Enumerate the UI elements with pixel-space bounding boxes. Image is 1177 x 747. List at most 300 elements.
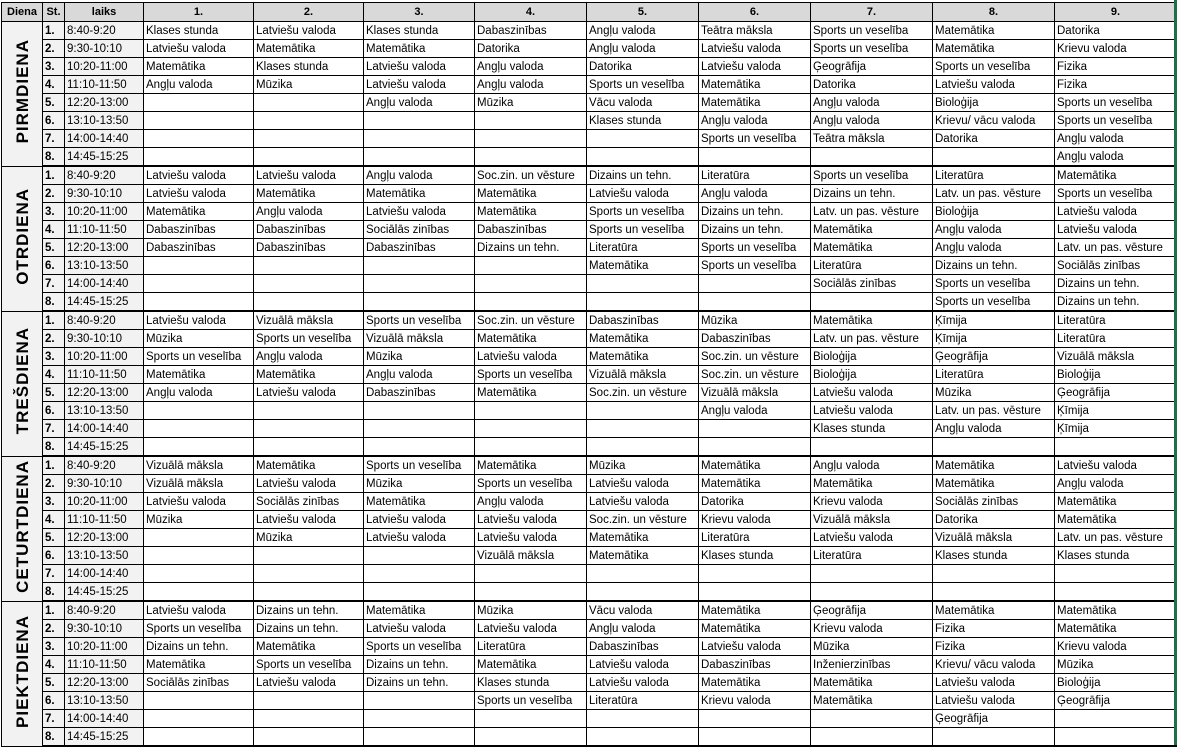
lesson-time-cell[interactable]: 14:00-14:40 xyxy=(65,130,144,148)
subject-cell-grade-5[interactable]: Sports un veselība xyxy=(587,203,699,221)
lesson-number-cell[interactable]: 2. xyxy=(43,185,65,203)
subject-cell-grade-1[interactable] xyxy=(144,275,254,293)
subject-cell-grade-1[interactable] xyxy=(144,547,254,565)
subject-cell-grade-8[interactable] xyxy=(933,438,1055,457)
subject-cell-grade-5[interactable]: Sports un veselība xyxy=(587,76,699,94)
lesson-time-cell[interactable]: 10:20-11:00 xyxy=(65,493,144,511)
subject-cell-grade-9[interactable]: Sports un veselība xyxy=(1055,112,1177,130)
subject-cell-grade-9[interactable] xyxy=(1055,565,1177,583)
lesson-time-cell[interactable]: 13:10-13:50 xyxy=(65,547,144,565)
subject-cell-grade-4[interactable]: Vizuālā māksla xyxy=(475,547,587,565)
subject-cell-grade-9[interactable]: Matemātika xyxy=(1055,601,1177,620)
lesson-time-cell[interactable]: 12:20-13:00 xyxy=(65,529,144,547)
subject-cell-grade-1[interactable] xyxy=(144,529,254,547)
subject-cell-grade-5[interactable]: Latviešu valoda xyxy=(587,656,699,674)
lesson-time-cell[interactable]: 11:10-11:50 xyxy=(65,221,144,239)
subject-cell-grade-7[interactable]: Latv. un pas. vēsture xyxy=(811,203,933,221)
subject-cell-grade-3[interactable]: Sports un veselība xyxy=(364,311,475,330)
subject-cell-grade-7[interactable] xyxy=(811,728,933,747)
subject-cell-grade-2[interactable]: Sports un veselība xyxy=(254,330,364,348)
subject-cell-grade-6[interactable]: Latviešu valoda xyxy=(699,638,811,656)
subject-cell-grade-4[interactable]: Mūzika xyxy=(475,601,587,620)
lesson-time-cell[interactable]: 14:00-14:40 xyxy=(65,565,144,583)
lesson-number-cell[interactable]: 8. xyxy=(43,293,65,312)
subject-cell-grade-6[interactable]: Soc.zin. un vēsture xyxy=(699,366,811,384)
subject-cell-grade-9[interactable]: Ķīmija xyxy=(1055,420,1177,438)
subject-cell-grade-8[interactable]: Matemātika xyxy=(933,601,1055,620)
lesson-number-cell[interactable]: 6. xyxy=(43,112,65,130)
subject-cell-grade-4[interactable]: Matemātika xyxy=(475,384,587,402)
lesson-number-cell[interactable]: 7. xyxy=(43,565,65,583)
subject-cell-grade-6[interactable]: Soc.zin. un vēsture xyxy=(699,348,811,366)
subject-cell-grade-7[interactable]: Ģeogrāfija xyxy=(811,58,933,76)
subject-cell-grade-9[interactable]: Krievu valoda xyxy=(1055,40,1177,58)
subject-cell-grade-8[interactable]: Sports un veselība xyxy=(933,275,1055,293)
lesson-time-cell[interactable]: 11:10-11:50 xyxy=(65,656,144,674)
subject-cell-grade-2[interactable]: Dabaszinības xyxy=(254,239,364,257)
lesson-time-cell[interactable]: 12:20-13:00 xyxy=(65,239,144,257)
subject-cell-grade-4[interactable]: Angļu valoda xyxy=(475,493,587,511)
subject-cell-grade-5[interactable]: Matemātika xyxy=(587,257,699,275)
subject-cell-grade-7[interactable]: Sociālās zinības xyxy=(811,275,933,293)
subject-cell-grade-5[interactable]: Latviešu valoda xyxy=(587,493,699,511)
lesson-time-cell[interactable]: 14:45-15:25 xyxy=(65,583,144,602)
subject-cell-grade-9[interactable]: Matemātika xyxy=(1055,620,1177,638)
subject-cell-grade-5[interactable] xyxy=(587,710,699,728)
lesson-time-cell[interactable]: 14:45-15:25 xyxy=(65,148,144,167)
subject-cell-grade-8[interactable]: Klases stunda xyxy=(933,547,1055,565)
subject-cell-grade-8[interactable]: Fizika xyxy=(933,620,1055,638)
subject-cell-grade-7[interactable]: Latv. un pas. vēsture xyxy=(811,330,933,348)
subject-cell-grade-8[interactable]: Latviešu valoda xyxy=(933,692,1055,710)
subject-cell-grade-7[interactable]: Angļu valoda xyxy=(811,112,933,130)
subject-cell-grade-1[interactable]: Angļu valoda xyxy=(144,384,254,402)
lesson-time-cell[interactable]: 12:20-13:00 xyxy=(65,94,144,112)
subject-cell-grade-6[interactable]: Vizuālā māksla xyxy=(699,384,811,402)
lesson-time-cell[interactable]: 14:45-15:25 xyxy=(65,293,144,312)
subject-cell-grade-8[interactable]: Matemātika xyxy=(933,475,1055,493)
subject-cell-grade-3[interactable]: Latviešu valoda xyxy=(364,511,475,529)
subject-cell-grade-8[interactable]: Krievu/ vācu valoda xyxy=(933,656,1055,674)
lesson-time-cell[interactable]: 8:40-9:20 xyxy=(65,22,144,40)
lesson-time-cell[interactable]: 10:20-11:00 xyxy=(65,638,144,656)
subject-cell-grade-1[interactable] xyxy=(144,565,254,583)
lesson-number-cell[interactable]: 4. xyxy=(43,511,65,529)
subject-cell-grade-9[interactable] xyxy=(1055,728,1177,747)
subject-cell-grade-2[interactable]: Dabaszinības xyxy=(254,221,364,239)
subject-cell-grade-5[interactable] xyxy=(587,275,699,293)
subject-cell-grade-4[interactable] xyxy=(475,293,587,312)
lesson-time-cell[interactable]: 14:00-14:40 xyxy=(65,420,144,438)
subject-cell-grade-8[interactable]: Angļu valoda xyxy=(933,221,1055,239)
subject-cell-grade-8[interactable]: Latviešu valoda xyxy=(933,674,1055,692)
subject-cell-grade-7[interactable]: Mūzika xyxy=(811,638,933,656)
subject-cell-grade-6[interactable]: Krievu valoda xyxy=(699,511,811,529)
subject-cell-grade-3[interactable]: Latviešu valoda xyxy=(364,203,475,221)
subject-cell-grade-7[interactable]: Latviešu valoda xyxy=(811,529,933,547)
subject-cell-grade-6[interactable] xyxy=(699,565,811,583)
subject-cell-grade-9[interactable]: Dizains un tehn. xyxy=(1055,275,1177,293)
lesson-time-cell[interactable]: 12:20-13:00 xyxy=(65,384,144,402)
subject-cell-grade-9[interactable]: Latv. un pas. vēsture xyxy=(1055,529,1177,547)
subject-cell-grade-1[interactable]: Matemātika xyxy=(144,58,254,76)
subject-cell-grade-5[interactable]: Matemātika xyxy=(587,547,699,565)
subject-cell-grade-9[interactable]: Angļu valoda xyxy=(1055,148,1177,167)
lesson-time-cell[interactable]: 14:45-15:25 xyxy=(65,728,144,747)
lesson-number-cell[interactable]: 7. xyxy=(43,420,65,438)
subject-cell-grade-9[interactable]: Sports un veselība xyxy=(1055,94,1177,112)
lesson-time-cell[interactable]: 14:45-15:25 xyxy=(65,438,144,457)
subject-cell-grade-3[interactable] xyxy=(364,565,475,583)
subject-cell-grade-7[interactable] xyxy=(811,583,933,602)
subject-cell-grade-3[interactable]: Latviešu valoda xyxy=(364,529,475,547)
subject-cell-grade-1[interactable]: Latviešu valoda xyxy=(144,493,254,511)
subject-cell-grade-3[interactable]: Angļu valoda xyxy=(364,166,475,185)
subject-cell-grade-7[interactable]: Matemātika xyxy=(811,692,933,710)
subject-cell-grade-1[interactable] xyxy=(144,583,254,602)
subject-cell-grade-4[interactable] xyxy=(475,148,587,167)
subject-cell-grade-4[interactable]: Matemātika xyxy=(475,185,587,203)
subject-cell-grade-7[interactable]: Angļu valoda xyxy=(811,456,933,475)
subject-cell-grade-7[interactable]: Krievu valoda xyxy=(811,620,933,638)
subject-cell-grade-3[interactable] xyxy=(364,148,475,167)
subject-cell-grade-7[interactable] xyxy=(811,565,933,583)
lesson-time-cell[interactable]: 8:40-9:20 xyxy=(65,166,144,185)
subject-cell-grade-3[interactable]: Matemātika xyxy=(364,185,475,203)
subject-cell-grade-2[interactable]: Mūzika xyxy=(254,529,364,547)
subject-cell-grade-3[interactable]: Angļu valoda xyxy=(364,366,475,384)
subject-cell-grade-3[interactable] xyxy=(364,402,475,420)
subject-cell-grade-6[interactable] xyxy=(699,583,811,602)
subject-cell-grade-9[interactable]: Angļu valoda xyxy=(1055,130,1177,148)
subject-cell-grade-6[interactable]: Datorika xyxy=(699,493,811,511)
lesson-number-cell[interactable]: 2. xyxy=(43,475,65,493)
subject-cell-grade-4[interactable]: Latviešu valoda xyxy=(475,529,587,547)
subject-cell-grade-6[interactable]: Dizains un tehn. xyxy=(699,203,811,221)
subject-cell-grade-2[interactable] xyxy=(254,565,364,583)
subject-cell-grade-9[interactable]: Ķīmija xyxy=(1055,402,1177,420)
subject-cell-grade-3[interactable]: Latviešu valoda xyxy=(364,620,475,638)
lesson-number-cell[interactable]: 1. xyxy=(43,22,65,40)
lesson-number-cell[interactable]: 3. xyxy=(43,493,65,511)
subject-cell-grade-6[interactable]: Mūzika xyxy=(699,311,811,330)
lesson-number-cell[interactable]: 3. xyxy=(43,348,65,366)
subject-cell-grade-2[interactable]: Mūzika xyxy=(254,76,364,94)
subject-cell-grade-1[interactable]: Matemātika xyxy=(144,203,254,221)
lesson-time-cell[interactable]: 9:30-10:10 xyxy=(65,620,144,638)
subject-cell-grade-2[interactable] xyxy=(254,130,364,148)
subject-cell-grade-3[interactable]: Mūzika xyxy=(364,475,475,493)
lesson-number-cell[interactable]: 6. xyxy=(43,547,65,565)
lesson-number-cell[interactable]: 4. xyxy=(43,656,65,674)
subject-cell-grade-9[interactable] xyxy=(1055,438,1177,457)
lesson-number-cell[interactable]: 3. xyxy=(43,58,65,76)
lesson-time-cell[interactable]: 11:10-11:50 xyxy=(65,366,144,384)
lesson-number-cell[interactable]: 5. xyxy=(43,674,65,692)
subject-cell-grade-1[interactable]: Angļu valoda xyxy=(144,76,254,94)
subject-cell-grade-1[interactable] xyxy=(144,438,254,457)
subject-cell-grade-9[interactable]: Angļu valoda xyxy=(1055,475,1177,493)
subject-cell-grade-8[interactable]: Matemātika xyxy=(933,40,1055,58)
lesson-time-cell[interactable]: 10:20-11:00 xyxy=(65,203,144,221)
subject-cell-grade-4[interactable]: Sports un veselība xyxy=(475,366,587,384)
lesson-time-cell[interactable]: 12:20-13:00 xyxy=(65,674,144,692)
subject-cell-grade-5[interactable] xyxy=(587,565,699,583)
subject-cell-grade-4[interactable]: Dabaszinības xyxy=(475,221,587,239)
header-grade-6[interactable]: 6. xyxy=(699,3,811,22)
subject-cell-grade-5[interactable]: Literatūra xyxy=(587,692,699,710)
subject-cell-grade-5[interactable]: Literatūra xyxy=(587,239,699,257)
lesson-number-cell[interactable]: 6. xyxy=(43,692,65,710)
subject-cell-grade-1[interactable] xyxy=(144,692,254,710)
subject-cell-grade-7[interactable]: Latviešu valoda xyxy=(811,384,933,402)
subject-cell-grade-7[interactable] xyxy=(811,710,933,728)
subject-cell-grade-8[interactable]: Ķīmija xyxy=(933,311,1055,330)
subject-cell-grade-3[interactable]: Dabaszinības xyxy=(364,239,475,257)
subject-cell-grade-9[interactable] xyxy=(1055,583,1177,602)
subject-cell-grade-4[interactable]: Angļu valoda xyxy=(475,58,587,76)
subject-cell-grade-8[interactable]: Literatūra xyxy=(933,166,1055,185)
day-label-cell[interactable] xyxy=(2,456,43,601)
subject-cell-grade-8[interactable]: Literatūra xyxy=(933,366,1055,384)
subject-cell-grade-7[interactable]: Literatūra xyxy=(811,547,933,565)
subject-cell-grade-6[interactable]: Sports un veselība xyxy=(699,257,811,275)
subject-cell-grade-7[interactable]: Angļu valoda xyxy=(811,94,933,112)
subject-cell-grade-5[interactable]: Dabaszinības xyxy=(587,311,699,330)
day-label-cell[interactable] xyxy=(2,22,43,167)
subject-cell-grade-1[interactable]: Matemātika xyxy=(144,656,254,674)
subject-cell-grade-6[interactable]: Klases stunda xyxy=(699,547,811,565)
subject-cell-grade-4[interactable]: Sports un veselība xyxy=(475,475,587,493)
subject-cell-grade-2[interactable] xyxy=(254,420,364,438)
subject-cell-grade-1[interactable]: Latviešu valoda xyxy=(144,311,254,330)
subject-cell-grade-2[interactable] xyxy=(254,547,364,565)
subject-cell-grade-2[interactable] xyxy=(254,402,364,420)
subject-cell-grade-7[interactable]: Literatūra xyxy=(811,257,933,275)
subject-cell-grade-4[interactable]: Matemātika xyxy=(475,330,587,348)
subject-cell-grade-9[interactable]: Latviešu valoda xyxy=(1055,456,1177,475)
lesson-number-cell[interactable]: 5. xyxy=(43,239,65,257)
subject-cell-grade-2[interactable]: Latviešu valoda xyxy=(254,674,364,692)
subject-cell-grade-1[interactable] xyxy=(144,293,254,312)
subject-cell-grade-5[interactable]: Vācu valoda xyxy=(587,94,699,112)
subject-cell-grade-8[interactable]: Datorika xyxy=(933,511,1055,529)
subject-cell-grade-4[interactable]: Matemātika xyxy=(475,656,587,674)
subject-cell-grade-3[interactable]: Dabaszinības xyxy=(364,384,475,402)
subject-cell-grade-5[interactable]: Soc.zin. un vēsture xyxy=(587,384,699,402)
subject-cell-grade-2[interactable]: Matemātika xyxy=(254,638,364,656)
subject-cell-grade-1[interactable] xyxy=(144,112,254,130)
subject-cell-grade-4[interactable] xyxy=(475,257,587,275)
subject-cell-grade-4[interactable] xyxy=(475,438,587,457)
subject-cell-grade-8[interactable]: Sports un veselība xyxy=(933,58,1055,76)
subject-cell-grade-1[interactable] xyxy=(144,148,254,167)
subject-cell-grade-2[interactable]: Sports un veselība xyxy=(254,656,364,674)
subject-cell-grade-2[interactable]: Matemātika xyxy=(254,40,364,58)
subject-cell-grade-6[interactable]: Literatūra xyxy=(699,166,811,185)
header-time[interactable]: laiks xyxy=(65,3,144,22)
subject-cell-grade-3[interactable]: Matemātika xyxy=(364,601,475,620)
subject-cell-grade-1[interactable]: Latviešu valoda xyxy=(144,40,254,58)
subject-cell-grade-8[interactable]: Latv. un pas. vēsture xyxy=(933,185,1055,203)
subject-cell-grade-1[interactable]: Sociālās zinības xyxy=(144,674,254,692)
subject-cell-grade-3[interactable] xyxy=(364,420,475,438)
subject-cell-grade-9[interactable]: Ģeogrāfija xyxy=(1055,384,1177,402)
subject-cell-grade-2[interactable]: Matemātika xyxy=(254,185,364,203)
subject-cell-grade-1[interactable]: Mūzika xyxy=(144,511,254,529)
subject-cell-grade-5[interactable]: Matemātika xyxy=(587,348,699,366)
subject-cell-grade-3[interactable] xyxy=(364,692,475,710)
subject-cell-grade-2[interactable] xyxy=(254,583,364,602)
subject-cell-grade-5[interactable]: Vācu valoda xyxy=(587,601,699,620)
lesson-time-cell[interactable]: 11:10-11:50 xyxy=(65,511,144,529)
subject-cell-grade-5[interactable]: Latviešu valoda xyxy=(587,185,699,203)
subject-cell-grade-5[interactable] xyxy=(587,293,699,312)
subject-cell-grade-2[interactable] xyxy=(254,710,364,728)
subject-cell-grade-7[interactable]: Teātra māksla xyxy=(811,130,933,148)
lesson-number-cell[interactable]: 1. xyxy=(43,166,65,185)
subject-cell-grade-6[interactable] xyxy=(699,293,811,312)
subject-cell-grade-6[interactable]: Matemātika xyxy=(699,456,811,475)
subject-cell-grade-2[interactable]: Klases stunda xyxy=(254,58,364,76)
subject-cell-grade-1[interactable]: Latviešu valoda xyxy=(144,166,254,185)
subject-cell-grade-7[interactable]: Bioloģija xyxy=(811,348,933,366)
subject-cell-grade-9[interactable]: Latviešu valoda xyxy=(1055,221,1177,239)
subject-cell-grade-4[interactable]: Latviešu valoda xyxy=(475,511,587,529)
subject-cell-grade-5[interactable]: Dizains un tehn. xyxy=(587,166,699,185)
subject-cell-grade-3[interactable] xyxy=(364,130,475,148)
lesson-number-cell[interactable]: 8. xyxy=(43,148,65,167)
subject-cell-grade-1[interactable]: Dabaszinības xyxy=(144,239,254,257)
subject-cell-grade-4[interactable] xyxy=(475,565,587,583)
subject-cell-grade-1[interactable]: Dizains un tehn. xyxy=(144,638,254,656)
subject-cell-grade-7[interactable]: Bioloģija xyxy=(811,366,933,384)
subject-cell-grade-9[interactable]: Dizains un tehn. xyxy=(1055,293,1177,312)
subject-cell-grade-7[interactable]: Datorika xyxy=(811,76,933,94)
lesson-number-cell[interactable]: 6. xyxy=(43,402,65,420)
subject-cell-grade-7[interactable]: Dizains un tehn. xyxy=(811,185,933,203)
subject-cell-grade-7[interactable]: Vizuālā māksla xyxy=(811,511,933,529)
subject-cell-grade-3[interactable] xyxy=(364,293,475,312)
subject-cell-grade-5[interactable]: Soc.zin. un vēsture xyxy=(587,511,699,529)
subject-cell-grade-6[interactable]: Matemātika xyxy=(699,674,811,692)
subject-cell-grade-5[interactable]: Angļu valoda xyxy=(587,620,699,638)
subject-cell-grade-1[interactable]: Sports un veselība xyxy=(144,620,254,638)
subject-cell-grade-3[interactable] xyxy=(364,583,475,602)
subject-cell-grade-6[interactable]: Matemātika xyxy=(699,94,811,112)
subject-cell-grade-8[interactable]: Ķīmija xyxy=(933,330,1055,348)
subject-cell-grade-6[interactable]: Sports un veselība xyxy=(699,130,811,148)
lesson-number-cell[interactable]: 5. xyxy=(43,529,65,547)
subject-cell-grade-9[interactable]: Fizika xyxy=(1055,76,1177,94)
subject-cell-grade-4[interactable]: Latviešu valoda xyxy=(475,620,587,638)
subject-cell-grade-5[interactable]: Dabaszinības xyxy=(587,638,699,656)
subject-cell-grade-5[interactable]: Mūzika xyxy=(587,456,699,475)
subject-cell-grade-5[interactable] xyxy=(587,438,699,457)
day-label-cell[interactable] xyxy=(2,166,43,311)
subject-cell-grade-6[interactable]: Dabaszinības xyxy=(699,330,811,348)
subject-cell-grade-4[interactable] xyxy=(475,583,587,602)
lesson-time-cell[interactable]: 9:30-10:10 xyxy=(65,40,144,58)
header-day[interactable]: Diena xyxy=(2,3,43,22)
subject-cell-grade-3[interactable]: Angļu valoda xyxy=(364,94,475,112)
subject-cell-grade-8[interactable]: Ģeogrāfija xyxy=(933,710,1055,728)
subject-cell-grade-7[interactable]: Matemātika xyxy=(811,221,933,239)
subject-cell-grade-8[interactable]: Mūzika xyxy=(933,384,1055,402)
day-label-cell[interactable] xyxy=(2,311,43,456)
subject-cell-grade-1[interactable] xyxy=(144,728,254,747)
subject-cell-grade-5[interactable] xyxy=(587,583,699,602)
subject-cell-grade-2[interactable]: Dizains un tehn. xyxy=(254,601,364,620)
subject-cell-grade-1[interactable] xyxy=(144,710,254,728)
lesson-time-cell[interactable]: 14:00-14:40 xyxy=(65,710,144,728)
subject-cell-grade-1[interactable] xyxy=(144,420,254,438)
subject-cell-grade-3[interactable] xyxy=(364,547,475,565)
lesson-number-cell[interactable]: 1. xyxy=(43,601,65,620)
subject-cell-grade-2[interactable]: Sociālās zinības xyxy=(254,493,364,511)
lesson-number-cell[interactable]: 8. xyxy=(43,583,65,602)
subject-cell-grade-9[interactable]: Sports un veselība xyxy=(1055,185,1177,203)
subject-cell-grade-4[interactable]: Soc.zin. un vēsture xyxy=(475,166,587,185)
subject-cell-grade-5[interactable]: Angļu valoda xyxy=(587,22,699,40)
subject-cell-grade-8[interactable] xyxy=(933,565,1055,583)
lesson-time-cell[interactable]: 8:40-9:20 xyxy=(65,456,144,475)
subject-cell-grade-4[interactable]: Matemātika xyxy=(475,203,587,221)
subject-cell-grade-2[interactable] xyxy=(254,293,364,312)
subject-cell-grade-2[interactable] xyxy=(254,112,364,130)
subject-cell-grade-7[interactable]: Matemātika xyxy=(811,674,933,692)
subject-cell-grade-8[interactable]: Vizuālā māksla xyxy=(933,529,1055,547)
subject-cell-grade-2[interactable] xyxy=(254,438,364,457)
subject-cell-grade-3[interactable]: Mūzika xyxy=(364,348,475,366)
lesson-time-cell[interactable]: 14:00-14:40 xyxy=(65,275,144,293)
lesson-time-cell[interactable]: 9:30-10:10 xyxy=(65,330,144,348)
subject-cell-grade-4[interactable]: Latviešu valoda xyxy=(475,348,587,366)
subject-cell-grade-9[interactable]: Latviešu valoda xyxy=(1055,203,1177,221)
subject-cell-grade-9[interactable]: Bioloģija xyxy=(1055,366,1177,384)
subject-cell-grade-2[interactable]: Latviešu valoda xyxy=(254,166,364,185)
subject-cell-grade-1[interactable]: Vizuālā māksla xyxy=(144,456,254,475)
subject-cell-grade-8[interactable]: Fizika xyxy=(933,638,1055,656)
subject-cell-grade-9[interactable]: Latv. un pas. vēsture xyxy=(1055,239,1177,257)
subject-cell-grade-1[interactable] xyxy=(144,130,254,148)
lesson-number-cell[interactable]: 1. xyxy=(43,456,65,475)
lesson-time-cell[interactable]: 13:10-13:50 xyxy=(65,692,144,710)
lesson-time-cell[interactable]: 13:10-13:50 xyxy=(65,112,144,130)
subject-cell-grade-3[interactable] xyxy=(364,710,475,728)
header-grade-2[interactable]: 2. xyxy=(254,3,364,22)
subject-cell-grade-9[interactable]: Matemātika xyxy=(1055,166,1177,185)
subject-cell-grade-4[interactable]: Sports un veselība xyxy=(475,692,587,710)
subject-cell-grade-6[interactable] xyxy=(699,420,811,438)
subject-cell-grade-6[interactable]: Latviešu valoda xyxy=(699,58,811,76)
subject-cell-grade-8[interactable]: Angļu valoda xyxy=(933,239,1055,257)
lesson-time-cell[interactable]: 8:40-9:20 xyxy=(65,311,144,330)
subject-cell-grade-7[interactable]: Krievu valoda xyxy=(811,493,933,511)
subject-cell-grade-1[interactable]: Vizuālā māksla xyxy=(144,475,254,493)
lesson-number-cell[interactable]: 5. xyxy=(43,384,65,402)
subject-cell-grade-2[interactable]: Latviešu valoda xyxy=(254,384,364,402)
subject-cell-grade-6[interactable]: Krievu valoda xyxy=(699,692,811,710)
subject-cell-grade-2[interactable]: Angļu valoda xyxy=(254,203,364,221)
subject-cell-grade-3[interactable]: Matemātika xyxy=(364,40,475,58)
subject-cell-grade-2[interactable]: Latviešu valoda xyxy=(254,22,364,40)
subject-cell-grade-7[interactable] xyxy=(811,438,933,457)
lesson-number-cell[interactable]: 4. xyxy=(43,76,65,94)
subject-cell-grade-6[interactable] xyxy=(699,148,811,167)
lesson-number-cell[interactable]: 6. xyxy=(43,257,65,275)
lesson-time-cell[interactable]: 9:30-10:10 xyxy=(65,185,144,203)
